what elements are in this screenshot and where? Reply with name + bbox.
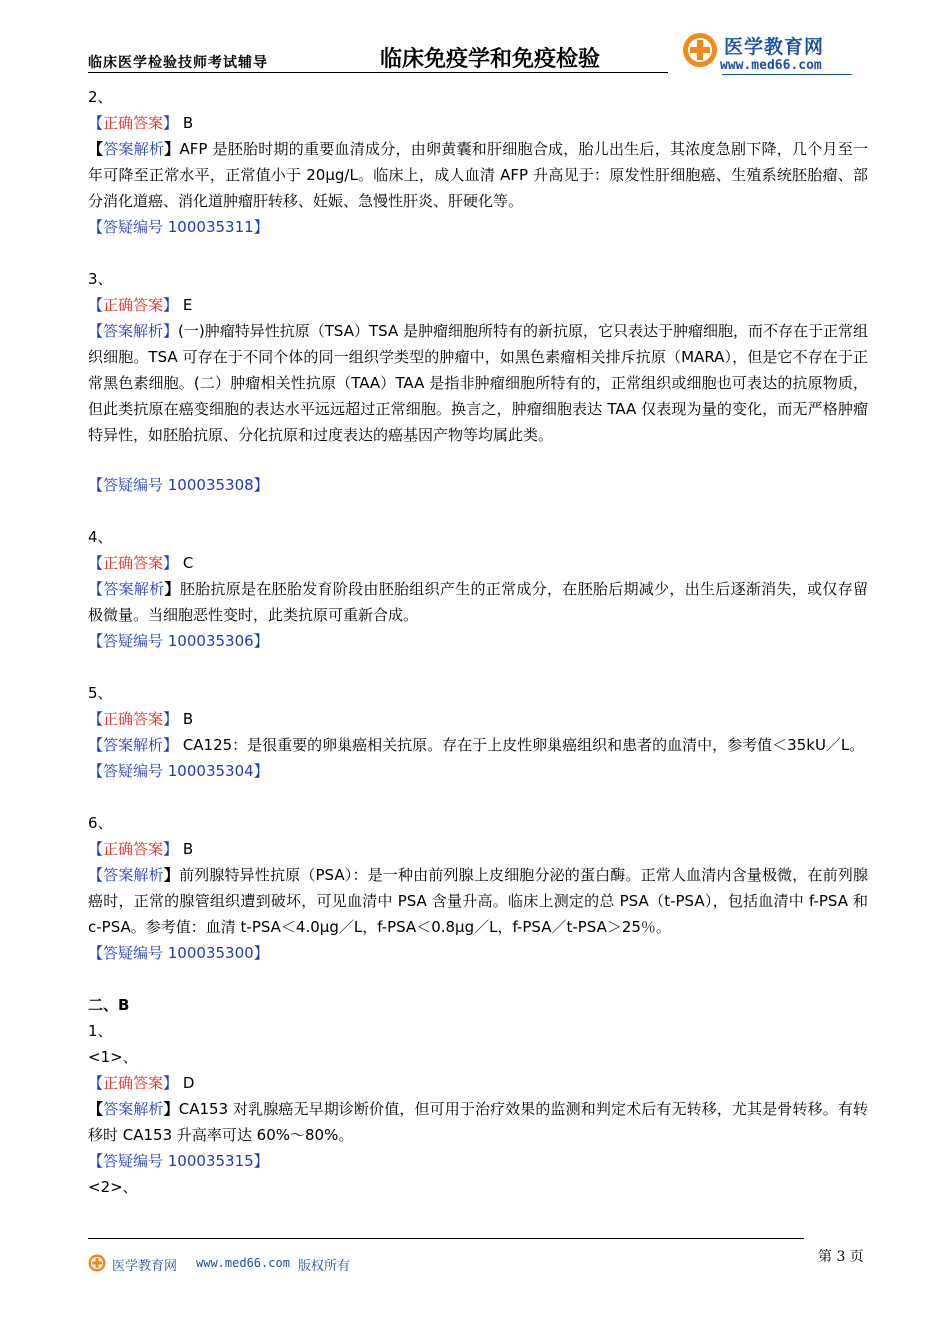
correct-answer-line: 【正确答案】 C	[88, 554, 194, 572]
logo-site-url: www.med66.com	[720, 58, 822, 73]
question-reference-id[interactable]: 【答疑编号 100035315】	[88, 1152, 269, 1170]
correct-answer-label: 正确答案	[103, 114, 164, 132]
answer-item	[88, 524, 868, 654]
answer-item	[88, 680, 868, 784]
question-reference-id[interactable]: 【答疑编号 100035308】	[88, 476, 269, 494]
footer-site-url[interactable]: www.med66.com	[196, 1256, 290, 1270]
footer-site-name: 医学教育网	[112, 1259, 178, 1274]
correct-answer-value: B	[182, 710, 194, 728]
spacer	[88, 240, 868, 266]
analysis-label: 答案解析	[103, 1100, 164, 1118]
footer-logo-icon	[88, 1254, 106, 1272]
correct-answer-line: 【正确答案】 D	[88, 1074, 195, 1092]
footer-copyright: 版权所有	[298, 1259, 351, 1274]
question-reference-id[interactable]: 【答疑编号 100035304】	[88, 762, 269, 780]
correct-answer-label: 正确答案	[103, 1074, 164, 1092]
correct-answer-line: 【正确答案】 E	[88, 296, 193, 314]
correct-answer-line: 【正确答案】 B	[88, 114, 194, 132]
header-rule	[88, 72, 668, 73]
analysis-label: 答案解析	[103, 580, 165, 598]
analysis-text: CA153 对乳腺癌无早期诊断价值，但可用于治疗效果的监测和判定术后有无转移，尤其是骨转移。有转移时 CA153 升高率可达 60%～80%。	[88, 1100, 868, 1144]
item-number: 3、	[88, 270, 113, 288]
correct-answer-value: C	[182, 554, 194, 572]
answer-content	[88, 84, 868, 1200]
correct-answer-line: 【正确答案】 B	[88, 840, 194, 858]
section-heading: 二、B	[88, 996, 130, 1014]
correct-answer-value: B	[182, 840, 194, 858]
correct-answer-label: 正确答案	[103, 296, 164, 314]
item-number: 5、	[88, 684, 113, 702]
correct-answer-value: B	[182, 114, 194, 132]
analysis-text: (一)肿瘤特异性抗原（TSA）TSA 是肿瘤细胞所特有的新抗原，它只表达于肿瘤细胞，而不存在于正常组织细胞。TSA 可存在于不同个体的同一组织学类型的肿瘤中，如黑色素瘤相关排斥抗原（MARA），但是它不存在于正常黑色素细胞。(二）肿瘤相关性抗原（TAA）TAA 是指非肿瘤细胞所特有的，正常组织或细胞也可表达的抗原物质，但此类抗原在癌变细胞的表达水平远远超过正常细胞。换言之，肿瘤细胞表达 TAA 仅表现为量的变化，而无严格肿瘤特异性，如胚胎抗原、分化抗原和过度表达的癌基因产物等均属此类。	[88, 322, 868, 444]
analysis-text: AFP 是胚胎时期的重要血清成分，由卵黄囊和肝细胞合成，胎儿出生后，其浓度急剧下降，几个月至一年可降至正常水平，正常值小于 20μg/L。临床上，成人血清 AFP 升高见于：原发性肝细胞癌、生殖系统胚胎瘤、部分消化道癌、消化道肿瘤肝转移、妊娠、急慢性肝炎、肝硬化等。	[88, 140, 868, 210]
spacer	[88, 654, 868, 680]
question-reference-id[interactable]: 【答疑编号 100035311】	[88, 218, 269, 236]
analysis-paragraph: 【答案解析】AFP 是胚胎时期的重要血清成分，由卵黄囊和肝细胞合成，胎儿出生后，其浓度急剧下降，几个月至一年可降至正常水平，正常值小于 20μg/L。临床上，成人血清 AFP 升高见于：原发性肝细胞癌、生殖系统胚胎瘤、部分消化道癌、消化道肿瘤肝转移、妊娠、急慢性肝炎、肝硬化等。	[88, 140, 868, 210]
logo-badge-icon	[682, 32, 718, 68]
logo-site-name: 医学教育网	[724, 36, 825, 58]
spacer	[88, 966, 868, 992]
analysis-label: 答案解析	[103, 140, 165, 158]
page-number: 第 3 页	[818, 1249, 864, 1265]
correct-answer-label: 正确答案	[103, 710, 164, 728]
analysis-paragraph: 【答案解析】前列腺特异性抗原（PSA）：是一种由前列腺上皮细胞分泌的蛋白酶。正常人血清内含量极微，在前列腺癌时，正常的腺管组织遭到破坏，可见血清中 PSA 含量升高。临床上测定的总 PSA（t-PSA），包括血清中 f-PSA 和 c-PSA。参考值：血清 t-PSA＜4.0μg／L，f-PSA＜0.8μg／L，f-PSA／t-PSA＞25％。	[88, 866, 868, 936]
sub-question-number: <2>、	[88, 1178, 138, 1196]
analysis-text: 前列腺特异性抗原（PSA）：是一种由前列腺上皮细胞分泌的蛋白酶。正常人血清内含量极微，在前列腺癌时，正常的腺管组织遭到破坏，可见血清中 PSA 含量升高。临床上测定的总 PSA（t-PSA），包括血清中 f-PSA 和 c-PSA。参考值：血清 t-PSA＜4.0μg／L，f-PSA＜0.8μg／L，f-PSA／t-PSA＞25％。	[88, 866, 868, 936]
logo-underline	[722, 74, 852, 75]
page-header	[88, 28, 866, 76]
footer-rule	[88, 1238, 804, 1239]
spacer	[88, 784, 868, 810]
correct-answer-label: 正确答案	[103, 840, 164, 858]
question-reference-id[interactable]: 【答疑编号 100035306】	[88, 632, 269, 650]
analysis-paragraph: 【答案解析】(一)肿瘤特异性抗原（TSA）TSA 是肿瘤细胞所特有的新抗原，它只表达于肿瘤细胞，而不存在于正常组织细胞。TSA 可存在于不同个体的同一组织学类型的肿瘤中，如黑色素瘤相关排斥抗原（MARA），但是它不存在于正常黑色素细胞。(二）肿瘤相关性抗原（TAA）TAA 是指非肿瘤细胞所特有的，正常组织或细胞也可表达的抗原物质，但此类抗原在癌变细胞的表达水平远远超过正常细胞。换言之，肿瘤细胞表达 TAA 仅表现为量的变化，而无严格肿瘤特异性，如胚胎抗原、分化抗原和过度表达的癌基因产物等均属此类。	[88, 322, 868, 444]
correct-answer-value: E	[182, 296, 193, 314]
answer-item	[88, 810, 868, 966]
answer-item	[88, 84, 868, 240]
item-number: 4、	[88, 528, 113, 546]
site-logo[interactable]	[682, 30, 872, 76]
correct-answer-label: 正确答案	[103, 554, 164, 572]
item-number: 6、	[88, 814, 113, 832]
analysis-label: 答案解析	[103, 736, 164, 754]
analysis-paragraph: 【答案解析】 CA125：是很重要的卵巢癌相关抗原。存在于上皮性卵巢癌组织和患者的血清中，参考值＜35kU／L。	[88, 736, 865, 754]
correct-answer-line: 【正确答案】 B	[88, 710, 194, 728]
section-b	[88, 992, 868, 1200]
question-reference-id[interactable]: 【答疑编号 100035300】	[88, 944, 269, 962]
answer-item	[88, 266, 868, 498]
spacer	[88, 448, 868, 472]
analysis-text: 胚胎抗原是在胚胎发育阶段由胚胎组织产生的正常成分，在胚胎后期减少，出生后逐渐消失，或仅存留极微量。当细胞恶性变时，此类抗原可重新合成。	[88, 580, 868, 624]
correct-answer-value: D	[182, 1074, 195, 1092]
question-number: 1、	[88, 1022, 113, 1040]
analysis-paragraph: 【答案解析】CA153 对乳腺癌无早期诊断价值，但可用于治疗效果的监测和判定术后有无转移，尤其是骨转移。有转移时 CA153 升高率可达 60%～80%。	[88, 1100, 868, 1144]
sub-question-number: <1>、	[88, 1048, 138, 1066]
analysis-paragraph: 【答案解析】胚胎抗原是在胚胎发育阶段由胚胎组织产生的正常成分，在胚胎后期减少，出生后逐渐消失，或仅存留极微量。当细胞恶性变时，此类抗原可重新合成。	[88, 580, 868, 624]
analysis-label: 答案解析	[103, 866, 164, 884]
header-course-title: 临床医学检验技师考试辅导	[88, 55, 268, 71]
spacer	[88, 498, 868, 524]
header-chapter-title: 临床免疫学和免疫检验	[380, 46, 601, 72]
analysis-label: 答案解析	[103, 322, 164, 340]
item-number: 2、	[88, 88, 113, 106]
analysis-text: CA125：是很重要的卵巢癌相关抗原。存在于上皮性卵巢癌组织和患者的血清中，参考值＜35kU／L。	[178, 736, 865, 754]
